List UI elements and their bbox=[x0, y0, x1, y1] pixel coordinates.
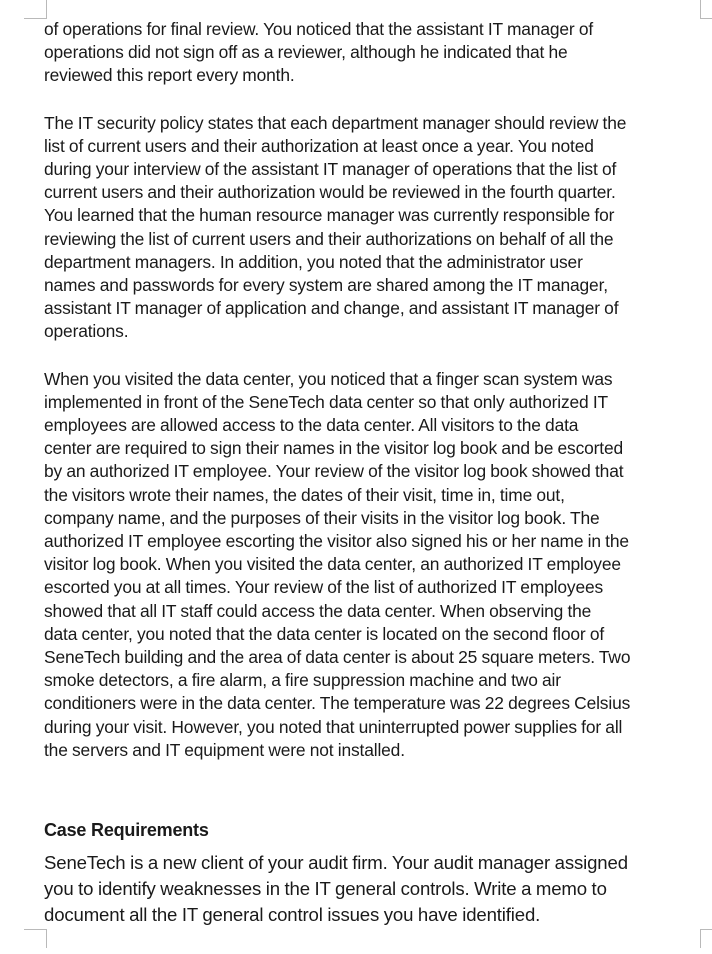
text-line: the servers and IT equipment were not installed. bbox=[44, 739, 405, 760]
text-line: of operations for final review. You noticed that the assistant IT manager of bbox=[44, 19, 594, 39]
text-line: company name, and the purposes of their visits in the visitor log book. The bbox=[44, 507, 600, 528]
text-line: list of current users and their authorization at least once a year. You noted bbox=[44, 135, 594, 156]
text-line: When you visited the data center, you noticed that a finger scan system was bbox=[44, 368, 613, 389]
text-line: during your interview of the assistant IT manager of operations that the list of bbox=[44, 159, 617, 180]
crop-mark-bottom-left bbox=[24, 929, 47, 948]
crop-mark-bottom-right bbox=[700, 929, 712, 948]
text-line: showed that all IT staff could access the data center. When observing the bbox=[44, 600, 592, 621]
paragraph-data-center bbox=[44, 368, 708, 762]
text-line: reviewed this report every month. bbox=[44, 65, 295, 86]
text-line: during your visit. However, you noted that uninterrupted power supplies for all bbox=[44, 716, 623, 737]
text-line: data center, you noted that the data center is located on the second floor of bbox=[44, 623, 605, 644]
text-line: assistant IT manager of application and change, and assistant IT manager of bbox=[44, 298, 619, 319]
text-line: employees are allowed access to the data center. All visitors to the data bbox=[44, 415, 579, 436]
text-line: authorized IT employee escorting the visitor also signed his or her name in the bbox=[44, 531, 629, 552]
text-line: center are required to sign their names in the visitor log book and be escorted bbox=[44, 438, 624, 459]
crop-mark-top-right bbox=[700, 0, 712, 19]
document-body bbox=[44, 18, 708, 928]
crop-mark-top-left bbox=[24, 0, 47, 19]
text-line: the visitors wrote their names, the dates of their visit, time in, time out, bbox=[44, 484, 565, 505]
text-line: smoke detectors, a fire alarm, a fire suppression machine and two air bbox=[44, 670, 561, 691]
text-line: escorted you at all times. Your review of the list of authorized IT employees bbox=[44, 577, 604, 598]
text-line: implemented in front of the SeneTech data center so that only authorized IT bbox=[44, 391, 608, 412]
text-line: you to identify weaknesses in the IT general controls. Write a memo to bbox=[44, 878, 607, 900]
text-line: The IT security policy states that each department manager should review the bbox=[44, 112, 627, 133]
text-line: department managers. In addition, you noted that the administrator user bbox=[44, 251, 583, 272]
text-line: document all the IT general control issues you have identified. bbox=[44, 904, 541, 926]
text-line: operations did not sign off as a reviewer, although he indicated that he bbox=[44, 42, 568, 63]
text-line: operations. bbox=[44, 321, 129, 342]
text-line: SeneTech is a new client of your audit firm. Your audit manager assigned bbox=[44, 852, 628, 874]
text-line: conditioners were in the data center. The temperature was 22 degrees Celsius bbox=[44, 693, 631, 714]
section-heading: Case Requirements bbox=[44, 820, 209, 841]
paragraph-report-review bbox=[44, 18, 708, 88]
text-line: by an authorized IT employee. Your review of the visitor log book showed that bbox=[44, 461, 624, 482]
text-line: SeneTech building and the area of data center is about 25 square meters. Two bbox=[44, 647, 631, 668]
paragraph-security-policy bbox=[44, 112, 708, 344]
text-line: names and passwords for every system are shared among the IT manager, bbox=[44, 275, 608, 296]
text-line: current users and their authorization would be reviewed in the fourth quarter. bbox=[44, 182, 616, 203]
text-line: reviewing the list of current users and their authorizations on behalf of all the bbox=[44, 228, 614, 249]
text-line: visitor log book. When you visited the data center, an authorized IT employee bbox=[44, 554, 621, 575]
paragraph-case-requirements bbox=[44, 850, 708, 928]
text-line: You learned that the human resource manager was currently responsible for bbox=[44, 205, 615, 226]
